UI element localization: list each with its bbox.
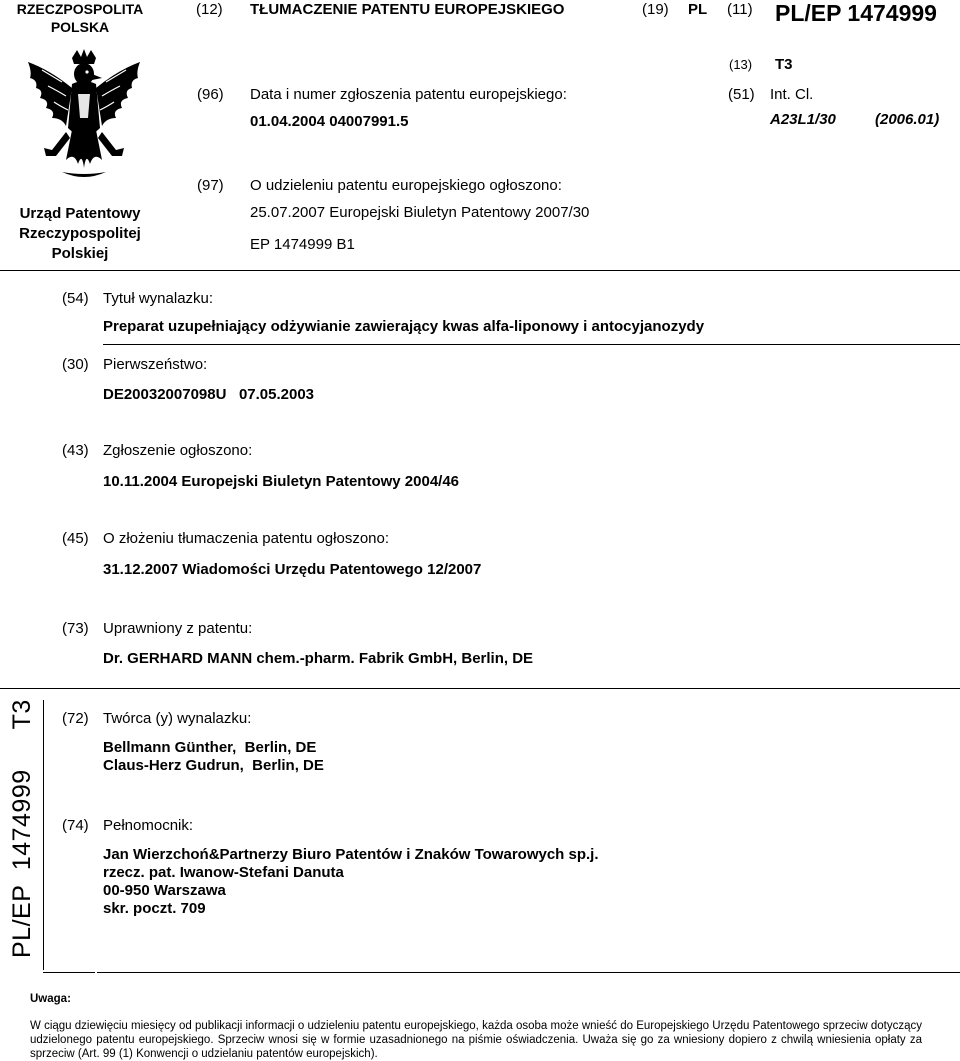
inventor-1: Bellmann Günther, Berlin, DE [103,739,317,756]
owner-code: (73) [62,620,89,637]
side-patent-number: PL/EP 1474999 [8,769,36,958]
grant-label: O udzieleniu patentu europejskiego ogłoszono: [250,177,562,194]
app-pub-code: (43) [62,442,89,459]
attorney-label: Pełnomocnik: [103,817,194,834]
attorney-code: (74) [62,817,89,834]
inventor-label: Twórca (y) wynalazku: [103,710,252,727]
app-pub-value: 10.11.2004 Europejski Biuletyn Patentowy 2004/46 [103,473,460,490]
inventor-2: Claus-Herz Gudrun, Berlin, DE [103,757,324,774]
translation-label: O złożeniu tłumaczenia patentu ogłoszono: [103,530,390,547]
inventor-code: (72) [62,710,89,727]
code-11: (11) [727,1,753,18]
code-51: (51) [728,86,755,103]
inventor-list [103,739,324,775]
code-19: (19) [642,1,669,18]
ep-number: EP 1474999 B1 [250,236,355,253]
app-pub-label: Zgłoszenie ogłoszono: [103,442,253,459]
country-line2: POLSKA [50,19,110,35]
code-97: (97) [197,177,224,194]
intcl-class: A23L1/30 [770,111,836,128]
attorney-line-3: 00-950 Warszawa [103,882,226,899]
side-kind: T3 [8,699,36,730]
office-line1: Urząd Patentowy [19,205,141,222]
priority-label: Pierwszeństwo: [103,356,208,373]
note-text: W ciągu dziewięciu miesięcy od publikacji informacji o udzieleniu patentu europejskiego, każda osoba może wnieść do Europejskiego Urzędu Patentowego sprzeciw dotyczący udzielonego patentu europejskiego. Sprzeciw wnosi się w formie uzasadnionego na piśmie oświadczenia. Uważa się go za wniesiony dopiero z chwilą wniesienia opłaty za sprzeciw (Art. 99 (1) Konwencji o udzielaniu patentów europejskich). [30,1020,922,1060]
attorney-line-4: skr. poczt. 709 [103,900,206,917]
code-13: (13) [729,57,753,72]
attorney-line-2: rzecz. pat. Iwanow-Stefani Danuta [103,864,344,881]
filing-label: Data i numer zgłoszenia patentu europejskiego: [250,86,567,103]
code-12: (12) [196,1,223,18]
bottom-divider [97,972,960,973]
header-divider [0,270,960,271]
title-underline [103,344,960,345]
patent-number: PL/EP 1474999 [775,0,937,26]
code-96: (96) [197,86,224,103]
invention-title: Preparat uzupełniający odżywianie zawierający kwas alfa-liponowy i antocyjanozydy [103,318,705,335]
country-name [0,0,160,36]
filing-value: 01.04.2004 04007991.5 [250,113,409,130]
kind-code: T3 [775,56,793,73]
translation-value: 31.12.2007 Wiadomości Urzędu Patentowego 12/2007 [103,561,482,578]
side-patent-label [8,699,37,958]
priority-value: DE20032007098U 07.05.2003 [103,386,315,403]
country-line1: RZECZPOSPOLITA [16,1,144,17]
owner-value: Dr. GERHARD MANN chem.-pharm. Fabrik GmbH, Berlin, DE [103,650,534,667]
bottom-divider-left [43,972,95,973]
title-label: Tytuł wynalazku: [103,290,214,307]
office-line3: Polskiej [51,245,109,262]
document-type: TŁUMACZENIE PATENTU EUROPEJSKIEGO [250,1,565,18]
note-label: Uwaga: [30,993,71,1005]
eagle-emblem-icon [22,48,146,188]
title-code: (54) [62,290,89,307]
office-line2: Rzeczypospolitej [19,225,141,242]
owner-label: Uprawniony z patentu: [103,620,253,637]
attorney-block [103,846,599,918]
owner-divider [0,688,960,689]
side-divider [43,700,44,970]
attorney-line-1: Jan Wierzchoń&Partnerzy Biuro Patentów i Znaków Towarowych sp.j. [103,846,599,863]
grant-value: 25.07.2007 Europejski Biuletyn Patentowy 2007/30 [250,204,590,221]
intcl-version: (2006.01) [875,111,940,128]
office-name [0,204,160,264]
country-code: PL [688,1,708,18]
priority-code: (30) [62,356,89,373]
translation-code: (45) [62,530,89,547]
intcl-label: Int. Cl. [770,86,814,103]
